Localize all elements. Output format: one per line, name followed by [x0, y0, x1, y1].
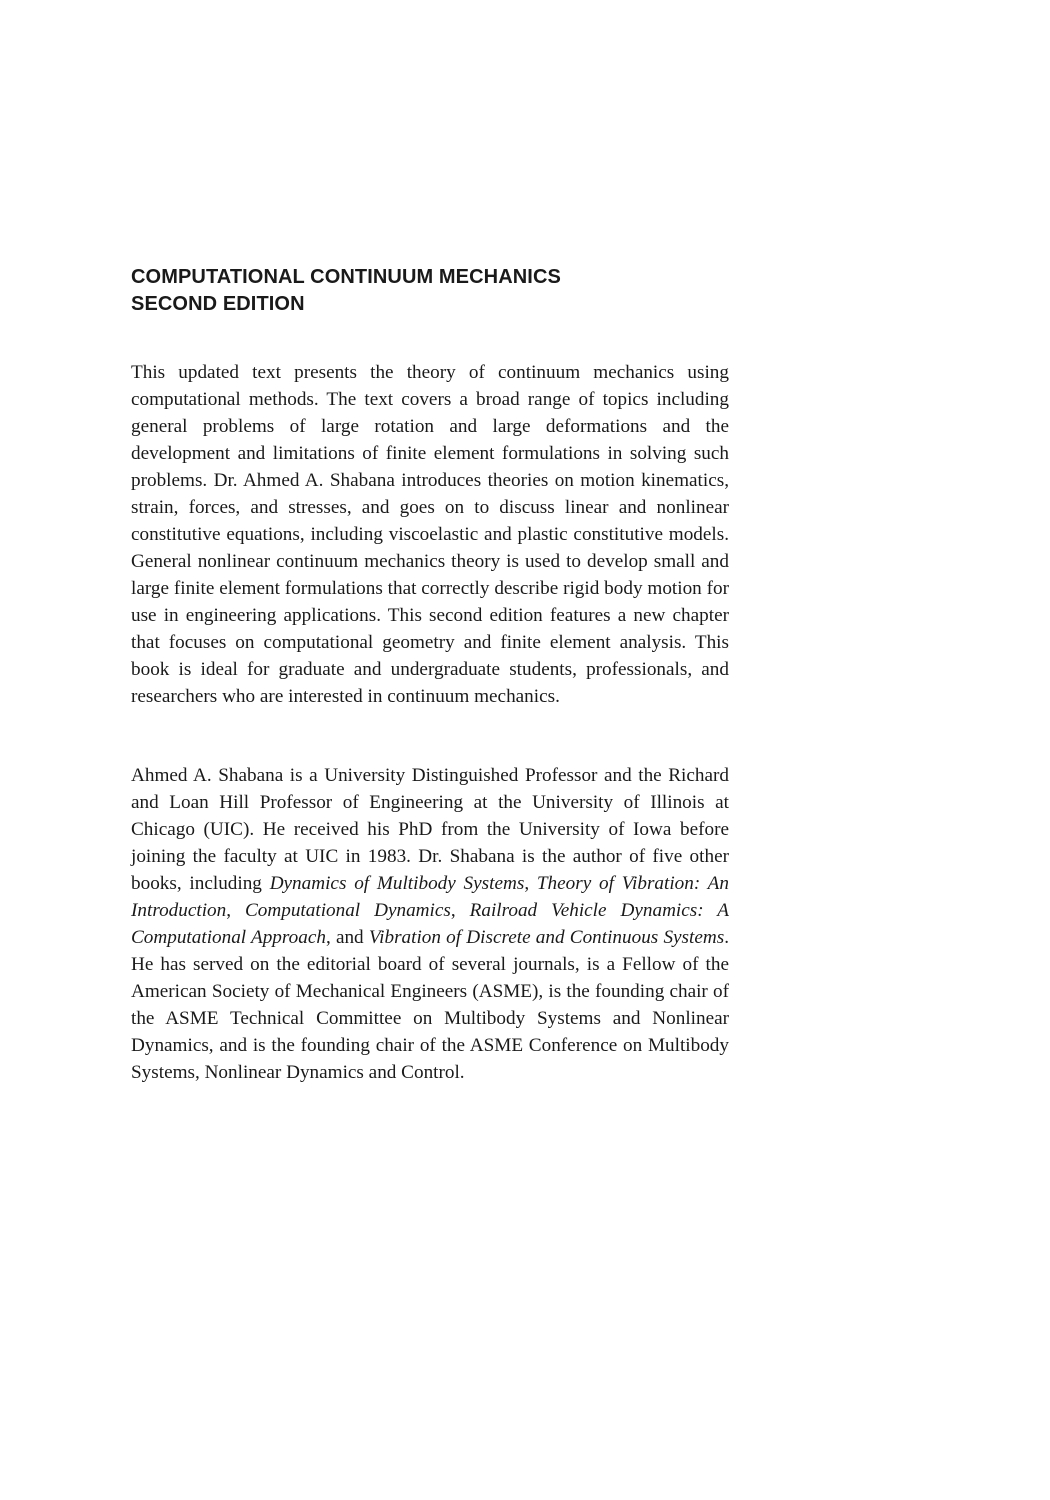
book-title-line-2: SECOND EDITION [131, 293, 305, 315]
book-title-line-1: COMPUTATIONAL CONTINUUM MECHANICS [131, 266, 561, 288]
separator: , and [325, 927, 369, 948]
book-reference-railroad-vehicle-dynamics: Railroad Vehicle Dynamics: A Computational Approach [131, 900, 729, 948]
book-reference-theory-of-vibration: Theory of Vibration: An Introduction [131, 873, 729, 921]
author-bio-outro: . He has served on the editorial board of several journals, is a Fellow of the American Society of Mechanical Engineers (ASME), is the founding chair of the ASME Technical Committee on Multibody Systems and Nonlinear Dynamics, and is the founding chair of the ASME Conference on Multibody Systems, Nonlinear Dynamics and Control. [131, 927, 729, 1083]
author-bio-intro: Ahmed A. Shabana is a University Distinguished Professor and the Richard and Loan Hill Professor of Engineering at the University of Illinois at Chicago (UIC). He received his PhD from the University of Iowa before joining the faculty at UIC in 1983. Dr. Shabana is the author of five other books, including [131, 765, 729, 894]
book-reference-dynamics-of-multibody-systems: Dynamics of Multibody Systems [269, 873, 525, 894]
book-description: This updated text presents the theory of continuum mechanics using computational methods. The text covers a broad range of topics including general problems of large rotation and large deformations and the development and limitations of finite element formulations in solving such problems. Dr. Ahmed A. Shabana introduces theories on motion kinematics, strain, forces, and stresses, and goes on to discuss linear and nonlinear constitutive equations, including viscoelastic and plastic constitutive models. General nonlinear continuum mechanics theory is used to develop small and large finite element formulations that correctly describe rigid body motion for use in engineering applications. This second edition features a new chapter that focuses on computational geometry and finite element analysis. This book is ideal for graduate and undergraduate students, professionals, and researchers who are interested in continuum mechanics. [131, 362, 729, 707]
separator: , [450, 900, 470, 921]
separator: , [524, 873, 537, 894]
book-title [131, 264, 751, 318]
book-reference-computational-dynamics: Computational Dynamics [245, 900, 451, 921]
book-reference-vibration-of-discrete-systems: Vibration of Discrete and Continuous Systems [368, 927, 725, 948]
author-biography [131, 762, 729, 1086]
separator: , [226, 900, 245, 921]
